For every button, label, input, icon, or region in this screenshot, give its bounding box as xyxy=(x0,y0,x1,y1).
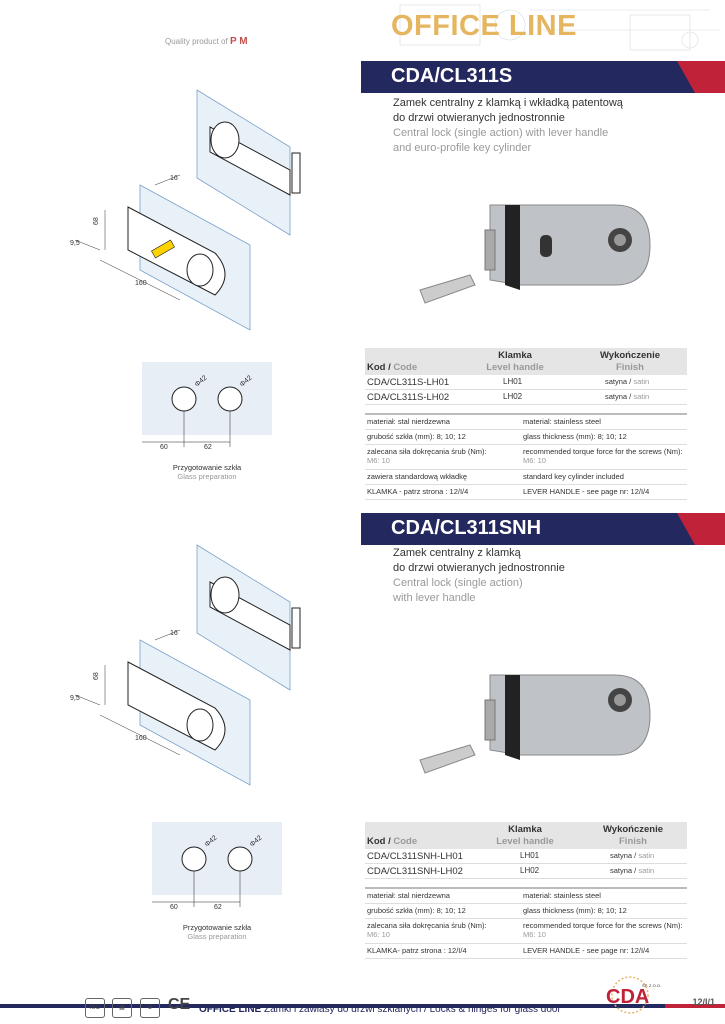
spec-pl: zalecana siła dokręcania śrub (Nm): M6: 10 xyxy=(367,921,487,939)
row-code: CDA/CL311S-LH02 xyxy=(367,392,450,403)
diameter-label: Φ42 xyxy=(203,834,219,849)
dim-label: 68 xyxy=(93,217,100,225)
desc-en: and euro-profile key cylinder xyxy=(393,142,532,154)
row-handle: LH02 xyxy=(520,866,540,875)
diameter-label: Φ42 xyxy=(193,374,209,389)
glass-prep-caption xyxy=(142,463,272,481)
col-finish: Wykończenie Finish xyxy=(599,350,660,373)
cda-logo-suffix: SP. Z O.O. xyxy=(642,983,662,988)
row-code: CDA/CL311S-LH01 xyxy=(367,377,450,388)
spec-pl: zalecana siła dokręcania śrub (Nm): M6: 10 xyxy=(367,447,487,465)
page-number: 12/I/1 xyxy=(692,997,715,1007)
spec-row xyxy=(365,919,687,944)
pm-logo: P M xyxy=(229,36,248,47)
spec-en: material: stainless steel xyxy=(523,417,601,426)
dim-label: 60 xyxy=(160,444,168,451)
dim-label: 16 xyxy=(170,630,178,637)
row-finish: satyna / satin xyxy=(610,851,655,860)
col-code: Kod / Code xyxy=(367,362,418,373)
product-code-title: CDA/CL311S xyxy=(391,65,513,87)
glass-prep-drawing xyxy=(152,822,282,922)
table-header xyxy=(365,348,687,375)
certificate-icon: ISO xyxy=(85,998,105,1018)
diameter-label: Φ42 xyxy=(248,834,264,849)
table-row xyxy=(365,390,687,405)
footer-bold: OFFICE LINE xyxy=(199,1004,262,1015)
table-header xyxy=(365,822,687,849)
spec-en: standard key cylinder included xyxy=(523,472,624,481)
desc-pl: Zamek centralny z klamką xyxy=(393,547,521,559)
product-description-2 xyxy=(393,546,565,606)
desc-pl: do drzwi otwieranych jednostronnie xyxy=(393,562,565,574)
spec-pl: grubość szkła (mm): 8; 10; 12 xyxy=(367,906,466,915)
row-code: CDA/CL311SNH-LH01 xyxy=(367,851,463,862)
caption-pl: Przygotowanie szkła xyxy=(182,923,252,932)
desc-en: Central lock (single action) with lever handle xyxy=(393,127,609,139)
product-banner-1 xyxy=(361,61,725,93)
product-banner-2 xyxy=(361,513,725,545)
spec-pl: grubość szkła (mm): 8; 10; 12 xyxy=(367,432,466,441)
spec-pl: zawiera standardową wkładkę xyxy=(367,472,468,481)
spec-pl: materiał: stal nierdzewna xyxy=(367,891,450,900)
caption-en: Glass preparation xyxy=(187,932,247,941)
dim-label: 68 xyxy=(93,672,100,680)
desc-pl: Zamek centralny z klamką i wkładką patentową xyxy=(393,97,623,109)
col-code: Kod / Code xyxy=(367,836,418,847)
certificate-icon: ⚙ xyxy=(140,998,160,1018)
section-title: OFFICE LINE xyxy=(391,10,577,42)
row-handle: LH01 xyxy=(520,851,540,860)
spec-table-1 xyxy=(365,413,687,500)
table-row xyxy=(365,849,687,864)
footer-rest: Zamki i zawiasy do drzwi szklanych / Locks & hinges for glass door xyxy=(264,1004,561,1015)
spec-pl: KLAMKA - patrz strona : 12/I/4 xyxy=(367,487,469,496)
spec-en: material: stainless steel xyxy=(523,891,601,900)
caption-en: Glass preparation xyxy=(177,472,237,481)
spec-row xyxy=(365,470,687,485)
spec-pl: KLAMKA- patrz strona : 12/I/4 xyxy=(367,946,467,955)
product-table-2 xyxy=(365,822,687,879)
dim-label: 160 xyxy=(135,280,147,287)
dim-label: 60 xyxy=(170,904,178,911)
quality-product-label xyxy=(165,36,248,47)
certificate-icon: ▦ xyxy=(112,998,132,1018)
product-table-1 xyxy=(365,348,687,405)
spec-en: recommended torque force for the screws (Nm): M6: 10 xyxy=(523,447,683,465)
glass-prep-drawing xyxy=(142,362,272,462)
footer-text xyxy=(199,1004,561,1015)
row-handle: LH02 xyxy=(503,392,523,401)
desc-en: with lever handle xyxy=(393,592,476,604)
spec-row xyxy=(365,904,687,919)
spec-en: LEVER HANDLE - see page nr: 12/I/4 xyxy=(523,487,650,496)
col-handle: Klamka Level handle xyxy=(486,350,544,373)
ce-mark-icon: CE xyxy=(168,996,191,1013)
spec-row xyxy=(365,485,687,500)
desc-pl: do drzwi otwieranych jednostronnie xyxy=(393,112,565,124)
diameter-label: Φ42 xyxy=(238,374,254,389)
spec-en: glass thickness (mm): 8; 10; 12 xyxy=(523,906,627,915)
spec-en: LEVER HANDLE - see page nr: 12/I/4 xyxy=(523,946,650,955)
glass-prep-caption xyxy=(152,923,282,941)
product-description-1 xyxy=(393,96,623,156)
row-finish: satyna / satin xyxy=(605,377,650,386)
spec-row xyxy=(365,445,687,470)
dim-label: 62 xyxy=(204,444,212,451)
product-code-title: CDA/CL311SNH xyxy=(391,517,542,539)
spec-row xyxy=(365,430,687,445)
dim-label: 62 xyxy=(214,904,222,911)
spec-table-2 xyxy=(365,887,687,959)
cda-logo xyxy=(596,975,664,1015)
col-handle: Klamka Level handle xyxy=(496,824,554,847)
spec-row xyxy=(365,889,687,904)
product-photo-2 xyxy=(410,655,660,785)
dim-label: 9,5 xyxy=(70,695,80,702)
spec-row xyxy=(365,415,687,430)
row-finish: satyna / satin xyxy=(610,866,655,875)
spec-en: glass thickness (mm): 8; 10; 12 xyxy=(523,432,627,441)
technical-drawing-2 xyxy=(60,540,310,790)
col-finish: Wykończenie Finish xyxy=(602,824,663,847)
spec-row xyxy=(365,944,687,959)
row-handle: LH01 xyxy=(503,377,523,386)
dim-label: 16 xyxy=(170,175,178,182)
table-row xyxy=(365,375,687,390)
table-row xyxy=(365,864,687,879)
dim-label: 9,5 xyxy=(70,240,80,247)
dim-label: 160 xyxy=(135,735,147,742)
spec-en: recommended torque force for the screws (Nm): M6: 10 xyxy=(523,921,683,939)
cda-logo-text: CDA xyxy=(606,986,650,1008)
technical-drawing-1 xyxy=(60,85,310,335)
desc-en: Central lock (single action) xyxy=(393,577,523,589)
quality-prefix: Quality product of xyxy=(165,37,228,46)
row-code: CDA/CL311SNH-LH02 xyxy=(367,866,463,877)
spec-pl: materiał: stal nierdzewna xyxy=(367,417,450,426)
row-finish: satyna / satin xyxy=(605,392,650,401)
caption-pl: Przygotowanie szkła xyxy=(172,463,242,472)
product-photo-1 xyxy=(410,185,660,315)
